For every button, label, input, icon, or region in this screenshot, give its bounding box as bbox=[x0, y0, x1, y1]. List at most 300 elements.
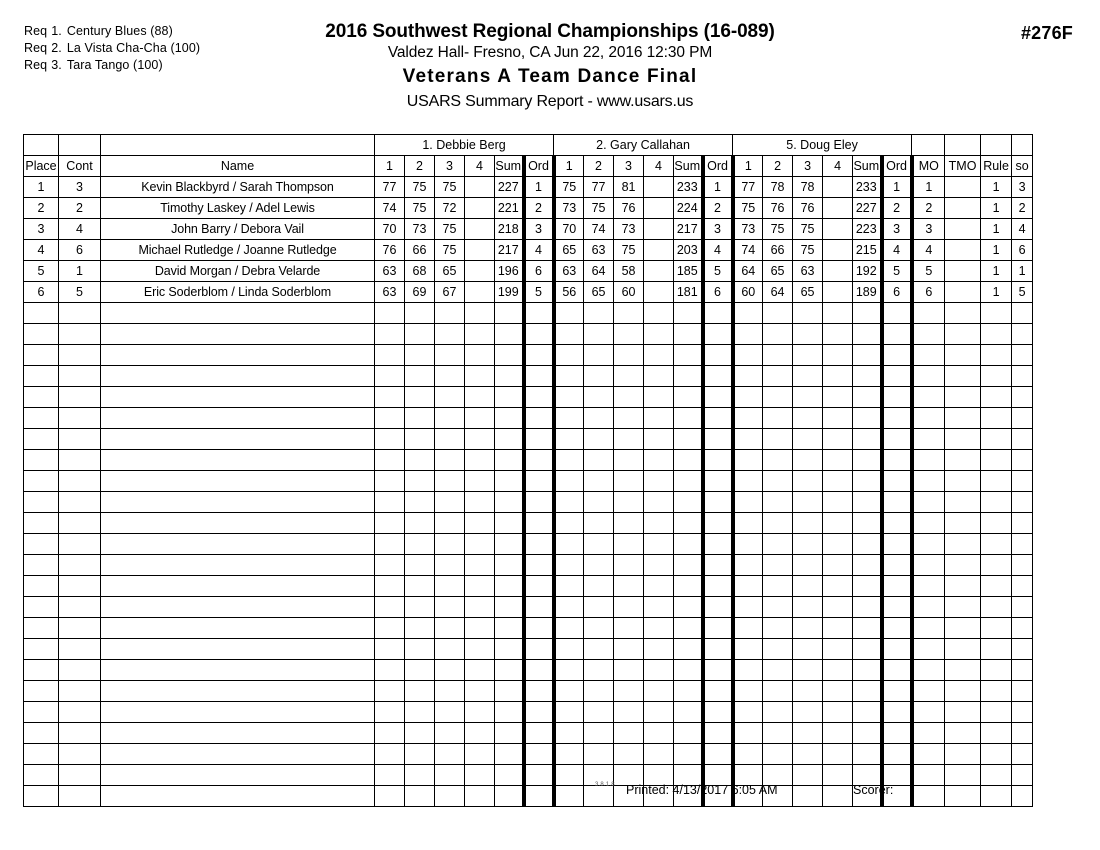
cell-empty bbox=[59, 534, 101, 555]
cell-name: Eric Soderblom / Linda Soderblom bbox=[101, 282, 375, 303]
cell-empty bbox=[1012, 681, 1033, 702]
cell-empty bbox=[465, 597, 495, 618]
cell-empty bbox=[1012, 429, 1033, 450]
cell-empty bbox=[763, 303, 793, 324]
cell-empty bbox=[703, 618, 733, 639]
cell-j3-dance3: 78 bbox=[793, 177, 823, 198]
cell-empty bbox=[674, 660, 703, 681]
cell-cont: 2 bbox=[59, 198, 101, 219]
cell-empty bbox=[554, 534, 584, 555]
cell-empty bbox=[24, 429, 59, 450]
table-row-empty bbox=[24, 681, 1033, 702]
cell-empty bbox=[703, 681, 733, 702]
cell-empty bbox=[524, 324, 554, 345]
cell-empty bbox=[524, 555, 554, 576]
table-row-empty bbox=[24, 702, 1033, 723]
cell-empty bbox=[703, 723, 733, 744]
cell-empty bbox=[59, 597, 101, 618]
cell-empty bbox=[465, 765, 495, 786]
cell-empty bbox=[375, 618, 405, 639]
cell-empty bbox=[644, 471, 674, 492]
cell-empty bbox=[703, 744, 733, 765]
cell-j1-dance1: 77 bbox=[375, 177, 405, 198]
header-j3-ord: Ord bbox=[882, 156, 912, 177]
cell-j3-dance3: 75 bbox=[793, 240, 823, 261]
cell-empty bbox=[59, 681, 101, 702]
cell-j3-dance2: 65 bbox=[763, 261, 793, 282]
cell-empty bbox=[733, 597, 763, 618]
cell-empty bbox=[524, 534, 554, 555]
cell-empty bbox=[584, 303, 614, 324]
cell-empty bbox=[1012, 345, 1033, 366]
cell-empty bbox=[524, 639, 554, 660]
cell-empty bbox=[793, 702, 823, 723]
cell-empty bbox=[763, 702, 793, 723]
cell-empty bbox=[614, 639, 644, 660]
cell-empty bbox=[981, 723, 1012, 744]
table-row-empty bbox=[24, 324, 1033, 345]
cell-empty bbox=[733, 723, 763, 744]
cell-empty bbox=[703, 408, 733, 429]
cell-empty bbox=[24, 492, 59, 513]
cell-empty bbox=[614, 597, 644, 618]
cell-empty bbox=[435, 450, 465, 471]
cell-empty bbox=[584, 723, 614, 744]
table-row bbox=[24, 177, 1033, 198]
cell-mo: 3 bbox=[912, 219, 945, 240]
header-j3-dance4: 4 bbox=[823, 156, 853, 177]
cell-empty bbox=[554, 492, 584, 513]
spacer-cell bbox=[981, 135, 1012, 156]
cell-empty bbox=[981, 576, 1012, 597]
cell-empty bbox=[584, 366, 614, 387]
header-mo: MO bbox=[912, 156, 945, 177]
cell-empty bbox=[465, 303, 495, 324]
report-source-line: USARS Summary Report - www.usars.us bbox=[406, 93, 694, 110]
cell-empty bbox=[674, 555, 703, 576]
cell-empty bbox=[853, 366, 882, 387]
cell-empty bbox=[912, 702, 945, 723]
cell-j2-ord: 3 bbox=[703, 219, 733, 240]
cell-empty bbox=[882, 513, 912, 534]
cell-empty bbox=[853, 597, 882, 618]
cell-empty bbox=[945, 303, 981, 324]
cell-empty bbox=[644, 639, 674, 660]
cell-j3-dance3: 65 bbox=[793, 282, 823, 303]
cell-empty bbox=[405, 597, 435, 618]
cell-j2-dance3: 73 bbox=[614, 219, 644, 240]
cell-j3-sum: 233 bbox=[853, 177, 882, 198]
cell-empty bbox=[644, 534, 674, 555]
cell-empty bbox=[644, 492, 674, 513]
cell-j1-dance2: 66 bbox=[405, 240, 435, 261]
cell-empty bbox=[853, 387, 882, 408]
cell-j2-ord: 2 bbox=[703, 198, 733, 219]
cell-empty bbox=[823, 597, 853, 618]
cell-rule: 1 bbox=[981, 219, 1012, 240]
cell-empty bbox=[981, 639, 1012, 660]
cell-empty bbox=[584, 702, 614, 723]
cell-empty bbox=[945, 723, 981, 744]
cell-empty bbox=[614, 555, 644, 576]
cell-empty bbox=[733, 471, 763, 492]
cell-empty bbox=[703, 534, 733, 555]
cell-empty bbox=[703, 471, 733, 492]
table-row-empty bbox=[24, 387, 1033, 408]
cell-empty bbox=[882, 555, 912, 576]
cell-empty bbox=[435, 387, 465, 408]
cell-j1-dance2: 69 bbox=[405, 282, 435, 303]
cell-j1-dance4 bbox=[465, 219, 495, 240]
cell-empty bbox=[405, 345, 435, 366]
cell-empty bbox=[524, 513, 554, 534]
cell-empty bbox=[375, 471, 405, 492]
cell-empty bbox=[435, 744, 465, 765]
cell-empty bbox=[763, 408, 793, 429]
cell-j3-dance1: 60 bbox=[733, 282, 763, 303]
version-stamp: 3.8.1.8 bbox=[595, 782, 615, 788]
cell-empty bbox=[465, 492, 495, 513]
cell-empty bbox=[1012, 555, 1033, 576]
cell-empty bbox=[614, 345, 644, 366]
header-j1-dance2: 2 bbox=[405, 156, 435, 177]
cell-empty bbox=[435, 618, 465, 639]
cell-empty bbox=[435, 492, 465, 513]
cell-empty bbox=[882, 576, 912, 597]
cell-j2-sum: 217 bbox=[674, 219, 703, 240]
cell-empty bbox=[793, 765, 823, 786]
cell-empty bbox=[1012, 471, 1033, 492]
cell-empty bbox=[554, 471, 584, 492]
cell-j1-dance2: 68 bbox=[405, 261, 435, 282]
cell-empty bbox=[945, 618, 981, 639]
cell-empty bbox=[375, 555, 405, 576]
cell-empty bbox=[524, 450, 554, 471]
cell-empty bbox=[793, 387, 823, 408]
table-row-empty bbox=[24, 345, 1033, 366]
cell-empty bbox=[763, 681, 793, 702]
cell-empty bbox=[793, 345, 823, 366]
cell-j2-dance2: 65 bbox=[584, 282, 614, 303]
cell-empty bbox=[981, 303, 1012, 324]
cell-empty bbox=[614, 366, 644, 387]
cell-name: John Barry / Debora Vail bbox=[101, 219, 375, 240]
cell-empty bbox=[554, 513, 584, 534]
cell-empty bbox=[59, 723, 101, 744]
cell-empty bbox=[733, 345, 763, 366]
cell-empty bbox=[853, 618, 882, 639]
cell-empty bbox=[823, 513, 853, 534]
cell-empty bbox=[823, 660, 853, 681]
table-row bbox=[24, 261, 1033, 282]
cell-j2-dance4 bbox=[644, 282, 674, 303]
cell-empty bbox=[853, 702, 882, 723]
cell-empty bbox=[703, 597, 733, 618]
cell-empty bbox=[853, 723, 882, 744]
cell-empty bbox=[554, 681, 584, 702]
cell-j1-dance3: 65 bbox=[435, 261, 465, 282]
cell-j3-dance2: 76 bbox=[763, 198, 793, 219]
cell-empty bbox=[981, 429, 1012, 450]
cell-empty bbox=[945, 492, 981, 513]
cell-empty bbox=[981, 534, 1012, 555]
cell-empty bbox=[405, 408, 435, 429]
cell-place: 4 bbox=[24, 240, 59, 261]
cell-empty bbox=[945, 450, 981, 471]
cell-empty bbox=[882, 723, 912, 744]
cell-empty bbox=[554, 303, 584, 324]
cell-empty bbox=[495, 576, 524, 597]
cell-empty bbox=[674, 429, 703, 450]
cell-empty bbox=[763, 660, 793, 681]
requirement-number: 3. bbox=[51, 58, 62, 72]
cell-tmo bbox=[945, 282, 981, 303]
cell-empty bbox=[584, 618, 614, 639]
header-j2-sum: Sum bbox=[674, 156, 703, 177]
cell-j2-dance3: 60 bbox=[614, 282, 644, 303]
cell-empty bbox=[405, 492, 435, 513]
cell-empty bbox=[435, 408, 465, 429]
cell-empty bbox=[912, 765, 945, 786]
cell-empty bbox=[614, 744, 644, 765]
cell-empty bbox=[823, 786, 853, 807]
cell-empty bbox=[101, 786, 375, 807]
cell-empty bbox=[763, 366, 793, 387]
event-category-title: Veterans A Team Dance Final bbox=[402, 66, 698, 87]
cell-empty bbox=[465, 450, 495, 471]
cell-so: 5 bbox=[1012, 282, 1033, 303]
cell-empty bbox=[733, 408, 763, 429]
cell-empty bbox=[912, 723, 945, 744]
header-j2-dance4: 4 bbox=[644, 156, 674, 177]
cell-empty bbox=[823, 723, 853, 744]
cell-empty bbox=[24, 534, 59, 555]
cell-cont: 5 bbox=[59, 282, 101, 303]
cell-empty bbox=[495, 639, 524, 660]
cell-j2-dance2: 74 bbox=[584, 219, 614, 240]
cell-empty bbox=[524, 408, 554, 429]
cell-empty bbox=[912, 324, 945, 345]
cell-empty bbox=[584, 555, 614, 576]
cell-empty bbox=[495, 702, 524, 723]
cell-empty bbox=[375, 429, 405, 450]
cell-empty bbox=[495, 450, 524, 471]
cell-empty bbox=[435, 723, 465, 744]
cell-empty bbox=[584, 660, 614, 681]
cell-empty bbox=[644, 555, 674, 576]
cell-empty bbox=[524, 576, 554, 597]
cell-empty bbox=[853, 576, 882, 597]
cell-empty bbox=[912, 429, 945, 450]
cell-empty bbox=[793, 681, 823, 702]
cell-empty bbox=[674, 387, 703, 408]
cell-empty bbox=[435, 513, 465, 534]
cell-j2-dance1: 70 bbox=[554, 219, 584, 240]
cell-j2-dance4 bbox=[644, 177, 674, 198]
cell-empty bbox=[674, 471, 703, 492]
cell-empty bbox=[375, 366, 405, 387]
cell-empty bbox=[584, 387, 614, 408]
cell-empty bbox=[945, 345, 981, 366]
cell-empty bbox=[584, 744, 614, 765]
cell-mo: 2 bbox=[912, 198, 945, 219]
cell-j1-ord: 5 bbox=[524, 282, 554, 303]
cell-empty bbox=[524, 387, 554, 408]
cell-j2-ord: 5 bbox=[703, 261, 733, 282]
cell-empty bbox=[853, 450, 882, 471]
cell-empty bbox=[703, 303, 733, 324]
header-j1-sum: Sum bbox=[495, 156, 524, 177]
cell-empty bbox=[101, 660, 375, 681]
cell-empty bbox=[945, 534, 981, 555]
cell-empty bbox=[793, 660, 823, 681]
cell-rule: 1 bbox=[981, 198, 1012, 219]
cell-empty bbox=[524, 597, 554, 618]
cell-empty bbox=[703, 660, 733, 681]
cell-empty bbox=[435, 471, 465, 492]
cell-j3-dance4 bbox=[823, 219, 853, 240]
cell-empty bbox=[823, 345, 853, 366]
cell-empty bbox=[59, 555, 101, 576]
cell-empty bbox=[674, 534, 703, 555]
cell-empty bbox=[495, 387, 524, 408]
cell-empty bbox=[793, 303, 823, 324]
cell-empty bbox=[101, 345, 375, 366]
cell-empty bbox=[644, 324, 674, 345]
cell-j2-sum: 224 bbox=[674, 198, 703, 219]
cell-empty bbox=[981, 408, 1012, 429]
cell-j3-dance4 bbox=[823, 177, 853, 198]
cell-empty bbox=[703, 513, 733, 534]
cell-empty bbox=[674, 513, 703, 534]
cell-empty bbox=[733, 366, 763, 387]
cell-empty bbox=[703, 639, 733, 660]
cell-empty bbox=[793, 723, 823, 744]
cell-empty bbox=[945, 429, 981, 450]
header-j3-dance1: 1 bbox=[733, 156, 763, 177]
judge-1-name: 1. Debbie Berg bbox=[375, 135, 554, 156]
cell-empty bbox=[793, 576, 823, 597]
cell-j3-ord: 3 bbox=[882, 219, 912, 240]
cell-j3-sum: 223 bbox=[853, 219, 882, 240]
cell-name: Timothy Laskey / Adel Lewis bbox=[101, 198, 375, 219]
requirement-label: Req bbox=[24, 58, 48, 72]
cell-empty bbox=[405, 429, 435, 450]
cell-empty bbox=[101, 408, 375, 429]
cell-empty bbox=[375, 702, 405, 723]
cell-empty bbox=[375, 786, 405, 807]
cell-j2-dance3: 81 bbox=[614, 177, 644, 198]
cell-empty bbox=[24, 555, 59, 576]
cell-empty bbox=[465, 786, 495, 807]
cell-empty bbox=[465, 618, 495, 639]
cell-empty bbox=[644, 597, 674, 618]
cell-empty bbox=[882, 471, 912, 492]
cell-empty bbox=[882, 702, 912, 723]
cell-empty bbox=[763, 555, 793, 576]
cell-j3-dance4 bbox=[823, 282, 853, 303]
cell-empty bbox=[793, 513, 823, 534]
cell-empty bbox=[763, 387, 793, 408]
cell-j1-dance1: 70 bbox=[375, 219, 405, 240]
cell-empty bbox=[912, 639, 945, 660]
cell-empty bbox=[375, 450, 405, 471]
cell-empty bbox=[1012, 303, 1033, 324]
cell-empty bbox=[981, 618, 1012, 639]
cell-j1-sum: 199 bbox=[495, 282, 524, 303]
report-header bbox=[0, 20, 1100, 113]
cell-empty bbox=[644, 660, 674, 681]
cell-empty bbox=[375, 660, 405, 681]
cell-cont: 6 bbox=[59, 240, 101, 261]
cell-empty bbox=[405, 324, 435, 345]
cell-j1-ord: 4 bbox=[524, 240, 554, 261]
cell-empty bbox=[59, 702, 101, 723]
cell-empty bbox=[733, 702, 763, 723]
table-row-empty bbox=[24, 450, 1033, 471]
cell-j3-dance4 bbox=[823, 261, 853, 282]
cell-j2-dance2: 63 bbox=[584, 240, 614, 261]
cell-j3-ord: 4 bbox=[882, 240, 912, 261]
cell-empty bbox=[554, 744, 584, 765]
cell-empty bbox=[853, 534, 882, 555]
requirement-number: 2. bbox=[51, 41, 62, 55]
cell-empty bbox=[524, 471, 554, 492]
cell-j1-sum: 221 bbox=[495, 198, 524, 219]
cell-j1-dance3: 75 bbox=[435, 240, 465, 261]
cell-empty bbox=[981, 492, 1012, 513]
cell-empty bbox=[793, 408, 823, 429]
cell-empty bbox=[674, 744, 703, 765]
cell-empty bbox=[101, 324, 375, 345]
cell-empty bbox=[554, 429, 584, 450]
cell-empty bbox=[823, 387, 853, 408]
cell-empty bbox=[59, 765, 101, 786]
header-j2-dance2: 2 bbox=[584, 156, 614, 177]
cell-empty bbox=[495, 765, 524, 786]
cell-empty bbox=[763, 639, 793, 660]
cell-empty bbox=[495, 660, 524, 681]
cell-j1-dance1: 74 bbox=[375, 198, 405, 219]
cell-empty bbox=[554, 450, 584, 471]
cell-cont: 3 bbox=[59, 177, 101, 198]
header-j3-sum: Sum bbox=[853, 156, 882, 177]
cell-empty bbox=[763, 324, 793, 345]
cell-empty bbox=[584, 324, 614, 345]
cell-empty bbox=[882, 450, 912, 471]
cell-empty bbox=[945, 786, 981, 807]
cell-j3-dance1: 77 bbox=[733, 177, 763, 198]
cell-empty bbox=[853, 492, 882, 513]
table-row-empty bbox=[24, 429, 1033, 450]
cell-so: 4 bbox=[1012, 219, 1033, 240]
cell-empty bbox=[793, 450, 823, 471]
cell-empty bbox=[981, 471, 1012, 492]
cell-empty bbox=[59, 660, 101, 681]
cell-empty bbox=[465, 471, 495, 492]
cell-empty bbox=[793, 492, 823, 513]
cell-j1-dance4 bbox=[465, 198, 495, 219]
cell-empty bbox=[882, 492, 912, 513]
cell-empty bbox=[24, 345, 59, 366]
cell-empty bbox=[674, 345, 703, 366]
cell-empty bbox=[524, 492, 554, 513]
cell-j3-dance1: 74 bbox=[733, 240, 763, 261]
cell-empty bbox=[1012, 324, 1033, 345]
cell-mo: 6 bbox=[912, 282, 945, 303]
cell-empty bbox=[554, 555, 584, 576]
cell-empty bbox=[793, 639, 823, 660]
